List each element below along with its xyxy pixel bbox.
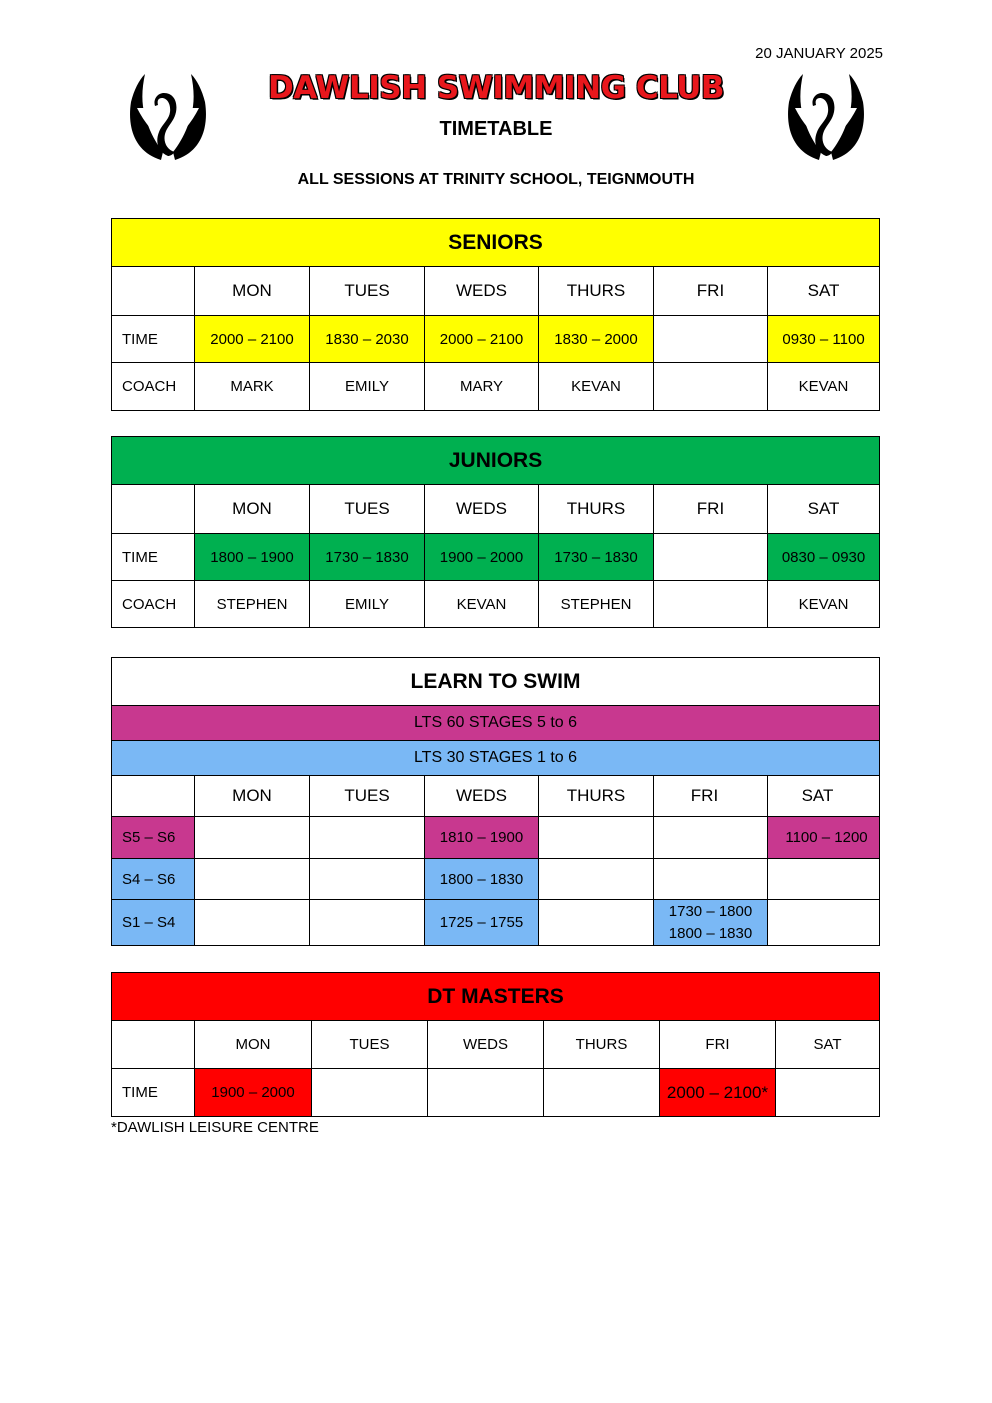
row-label: TIME	[112, 1069, 195, 1117]
footnote: *DAWLISH LEISURE CENTRE	[111, 1119, 319, 1136]
session-time	[195, 859, 310, 900]
session-time: 2000 – 2100*	[660, 1069, 776, 1117]
day-header: SAT	[768, 485, 880, 534]
stage-label: S1 – S4	[112, 900, 195, 946]
page-subtitle: TIMETABLE	[439, 118, 553, 140]
session-time: 1810 – 1900	[425, 817, 539, 859]
coach-name: MARY	[425, 363, 539, 411]
learn-to-swim-table	[111, 657, 880, 946]
empty-cell	[112, 776, 195, 817]
day-header: TUES	[310, 776, 425, 817]
session-time: 1830 – 2030	[310, 316, 425, 363]
empty-cell	[112, 1021, 195, 1069]
day-header: THURS	[544, 1021, 660, 1069]
day-header: SAT	[776, 1021, 880, 1069]
session-time	[539, 817, 654, 859]
day-header: TUES	[310, 485, 425, 534]
row-label: COACH	[112, 363, 195, 411]
seniors-title: SENIORS	[112, 219, 880, 267]
row-label: TIME	[112, 534, 195, 581]
coach-name	[654, 363, 768, 411]
session-time: 1800 – 1900	[195, 534, 310, 581]
session-time: 1730 – 1830	[310, 534, 425, 581]
day-header: FRI	[654, 485, 768, 534]
session-time: 1730 – 1800	[668, 902, 753, 920]
empty-cell	[112, 485, 195, 534]
day-header: WEDS	[425, 776, 539, 817]
day-header: TUES	[310, 267, 425, 316]
session-time	[195, 900, 310, 946]
session-time: 1900 – 2000	[425, 534, 539, 581]
session-time: 1800 – 1830	[425, 859, 539, 900]
session-time: 2000 – 2100	[425, 316, 539, 363]
day-header: SAT	[768, 776, 880, 817]
session-time	[654, 316, 768, 363]
empty-cell	[112, 267, 195, 316]
juniors-title: JUNIORS	[112, 437, 880, 485]
session-time: 0830 – 0930	[768, 534, 880, 581]
session-time: 1900 – 2000	[195, 1069, 312, 1117]
session-time	[654, 817, 768, 859]
stage-label: S4 – S6	[112, 859, 195, 900]
session-time: 1100 – 1200	[768, 817, 880, 859]
day-header: FRI	[660, 1021, 776, 1069]
coach-name: EMILY	[310, 363, 425, 411]
coach-name: STEPHEN	[539, 581, 654, 628]
session-time	[768, 859, 880, 900]
session-time	[428, 1069, 544, 1117]
day-header: THURS	[539, 485, 654, 534]
day-header: FRI	[654, 776, 768, 817]
day-header: THURS	[539, 776, 654, 817]
masters-title: DT MASTERS	[112, 973, 880, 1021]
session-time	[654, 534, 768, 581]
session-time	[310, 817, 425, 859]
swan-logo-icon	[783, 68, 869, 162]
day-header: WEDS	[428, 1021, 544, 1069]
session-time	[544, 1069, 660, 1117]
row-label: COACH	[112, 581, 195, 628]
juniors-table	[111, 436, 880, 628]
coach-name: KEVAN	[425, 581, 539, 628]
session-time: 2000 – 2100	[195, 316, 310, 363]
coach-name: STEPHEN	[195, 581, 310, 628]
session-time	[310, 900, 425, 946]
day-header: MON	[195, 485, 310, 534]
club-title: DAWLISH SWIMMING CLUB	[267, 70, 725, 106]
day-header: MON	[195, 1021, 312, 1069]
coach-name	[654, 581, 768, 628]
session-time	[654, 859, 768, 900]
session-time: 1725 – 1755	[425, 900, 539, 946]
day-header: TUES	[312, 1021, 428, 1069]
session-time-pair	[654, 900, 768, 946]
day-header: MON	[195, 267, 310, 316]
row-label: TIME	[112, 316, 195, 363]
day-header: SAT	[768, 267, 880, 316]
session-time	[195, 817, 310, 859]
coach-name: KEVAN	[768, 581, 880, 628]
day-header: FRI	[654, 267, 768, 316]
seniors-table	[111, 218, 880, 411]
session-time: 1800 – 1830	[668, 924, 753, 942]
session-time	[539, 900, 654, 946]
day-header: MON	[195, 776, 310, 817]
session-time	[310, 859, 425, 900]
session-time	[776, 1069, 880, 1117]
day-header: WEDS	[425, 485, 539, 534]
day-header: WEDS	[425, 267, 539, 316]
coach-name: MARK	[195, 363, 310, 411]
lts60-band: LTS 60 STAGES 5 to 6	[112, 706, 880, 741]
session-time	[768, 900, 880, 946]
coach-name: KEVAN	[768, 363, 880, 411]
stage-label: S5 – S6	[112, 817, 195, 859]
coach-name: EMILY	[310, 581, 425, 628]
masters-table	[111, 972, 880, 1117]
session-time	[312, 1069, 428, 1117]
session-time: 1830 – 2000	[539, 316, 654, 363]
lts-title: LEARN TO SWIM	[112, 658, 880, 706]
location-note: ALL SESSIONS AT TRINITY SCHOOL, TEIGNMOUTH	[297, 171, 695, 188]
session-time	[539, 859, 654, 900]
date: 20 JANUARY 2025	[755, 45, 883, 62]
session-time: 1730 – 1830	[539, 534, 654, 581]
day-header: THURS	[539, 267, 654, 316]
coach-name: KEVAN	[539, 363, 654, 411]
session-time: 0930 – 1100	[768, 316, 880, 363]
lts30-band: LTS 30 STAGES 1 to 6	[112, 741, 880, 776]
swan-logo-icon	[125, 68, 211, 162]
